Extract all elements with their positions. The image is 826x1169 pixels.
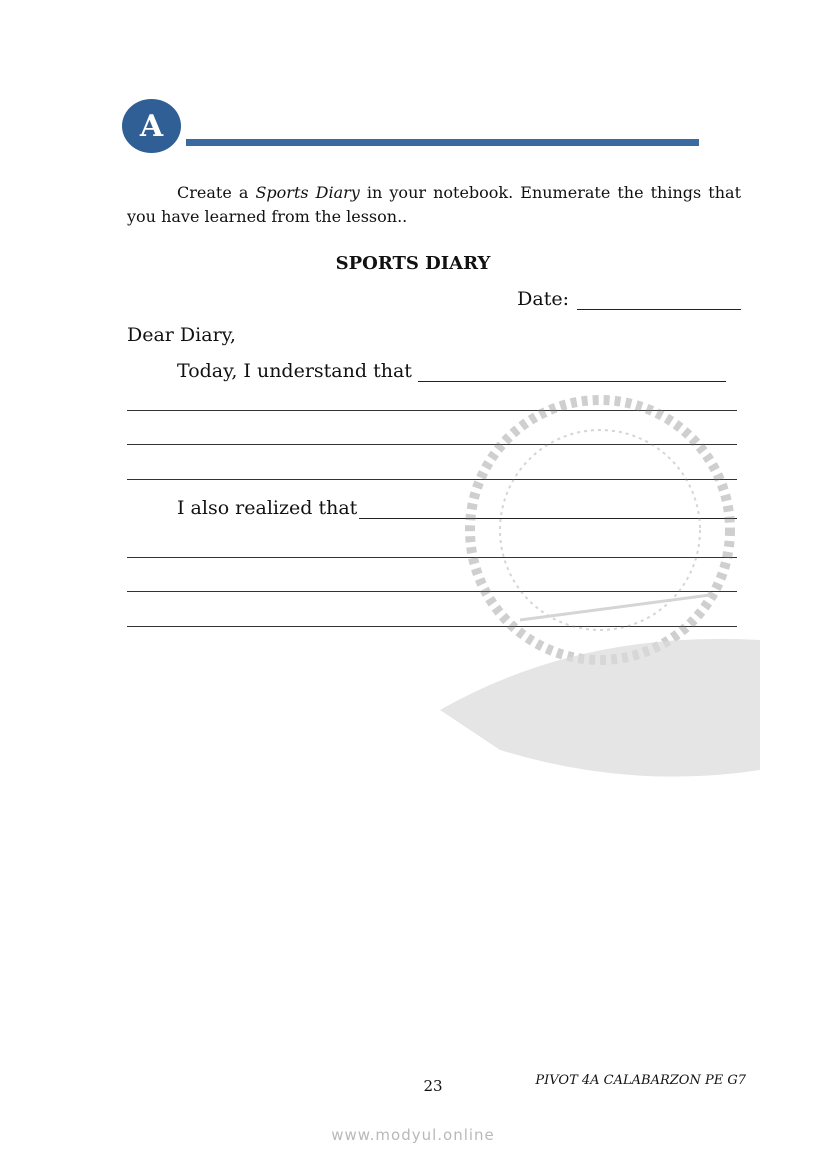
diary-heading: SPORTS DIARY (335, 253, 491, 274)
date-blank[interactable] (577, 289, 741, 310)
site-watermark: www.modyul.online (331, 1126, 495, 1144)
prompt-realized-label: I also realized that (177, 497, 358, 519)
section-header-rule (186, 139, 699, 146)
sports-diary-emphasis: Sports Diary (255, 183, 360, 202)
date-label: Date: (517, 288, 569, 310)
date-row (517, 288, 741, 310)
faded-seal-watermark (380, 370, 760, 790)
greeting: Dear Diary, (127, 324, 236, 346)
instructions-paragraph: Create a Sports Diary in your notebook. Enumerate the things that you have learned from the lesson.. (127, 183, 741, 226)
footer-title: PIVOT 4A CALABARZON PE G7 (535, 1073, 746, 1088)
page-number: 23 (423, 1077, 443, 1095)
prompt-today-label: Today, I understand that (177, 360, 412, 382)
section-badge: A (122, 99, 181, 153)
